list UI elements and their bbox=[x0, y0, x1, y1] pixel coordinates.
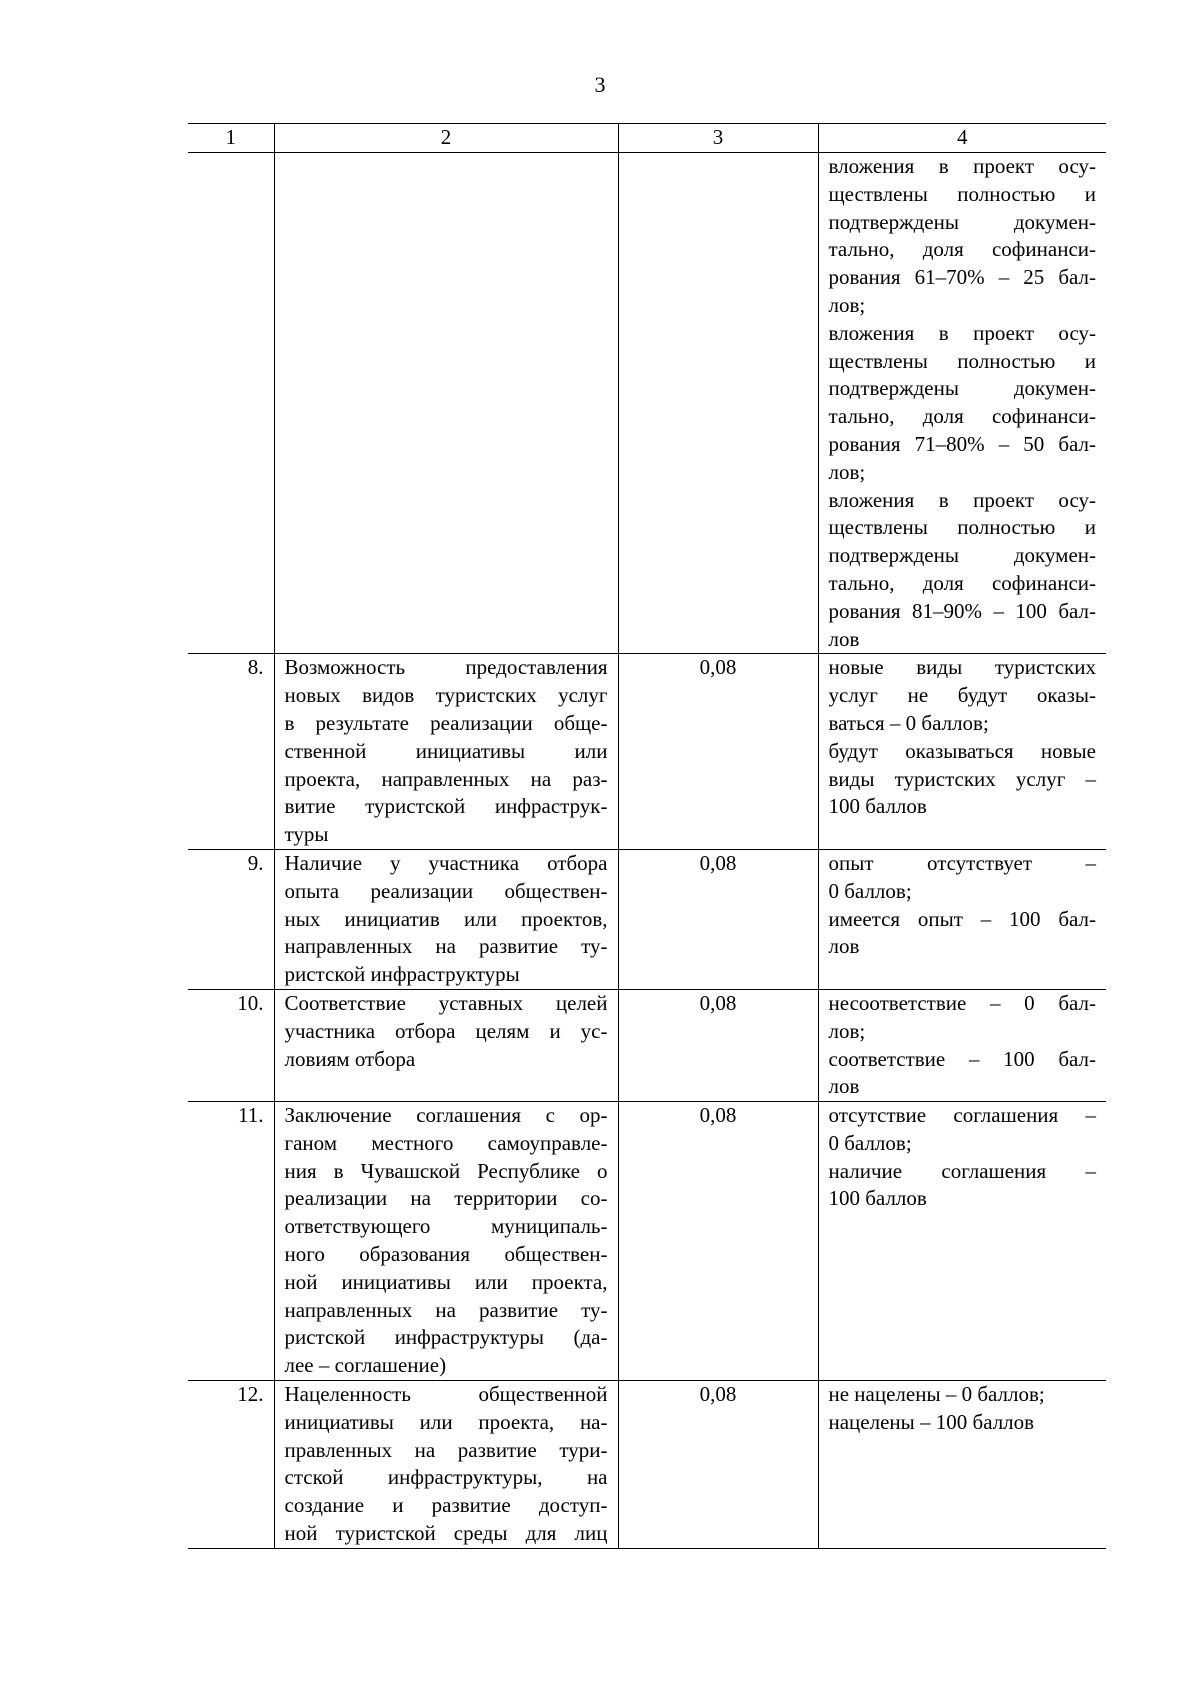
criterion-line: в результате реализации обще- bbox=[284, 710, 608, 735]
criterion-line: Нацеленность общественной bbox=[284, 1382, 608, 1407]
scale-line: тально, доля софинанси- bbox=[828, 404, 1096, 429]
criterion-line: новых видов туристских услуг bbox=[284, 683, 608, 708]
criterion-line: ния в Чувашской Республике о bbox=[284, 1158, 608, 1183]
criterion-line: создание и развитие доступ- bbox=[284, 1493, 608, 1518]
scale-cell bbox=[818, 1102, 1106, 1381]
table-row bbox=[188, 654, 1106, 850]
table-header-row bbox=[188, 124, 1106, 153]
scale-line: услуг не будут оказы- bbox=[828, 683, 1096, 708]
scale-cell bbox=[818, 654, 1106, 850]
criterion-cell bbox=[274, 849, 618, 989]
criterion-line: ганом местного самоуправле- bbox=[284, 1130, 608, 1155]
criterion-line: Возможность предоставления bbox=[284, 655, 608, 680]
criterion-line: туры bbox=[284, 822, 329, 847]
criterion-line: ристской инфраструктуры (да- bbox=[284, 1325, 608, 1350]
criterion-line: проекта, направленных на раз- bbox=[284, 766, 608, 791]
criterion-line: инициативы или проекта, на- bbox=[284, 1409, 608, 1434]
scale-line: имеется опыт – 100 бал- bbox=[828, 906, 1096, 931]
row-number: 12. bbox=[188, 1381, 274, 1549]
continuation-row bbox=[188, 153, 1106, 654]
column-header-number: 1 bbox=[188, 124, 274, 153]
row-number: 10. bbox=[188, 989, 274, 1101]
criterion-line: ной инициативы или проекта, bbox=[284, 1269, 608, 1294]
criterion-cell bbox=[274, 989, 618, 1101]
table-row bbox=[188, 849, 1106, 989]
scale-line: опыт отсутствует – bbox=[828, 850, 1096, 875]
continuation-criterion-cell bbox=[274, 153, 618, 654]
row-number: 9. bbox=[188, 849, 274, 989]
scale-line: ществлены полностью и bbox=[828, 348, 1096, 373]
scale-line: рования 61–70% – 25 бал- bbox=[828, 265, 1096, 290]
scale-line: тально, доля софинанси- bbox=[828, 570, 1096, 595]
scale-line: несоответствие – 0 бал- bbox=[828, 990, 1096, 1015]
scale-line: подтверждены докумен- bbox=[828, 543, 1096, 568]
criterion-line: направленных на развитие ту- bbox=[284, 1297, 608, 1322]
continuation-weight-cell bbox=[618, 153, 818, 654]
scale-line: соответствие – 100 бал- bbox=[828, 1046, 1096, 1071]
scale-line: рования 71–80% – 50 бал- bbox=[828, 431, 1096, 456]
scale-line: вложения в проект осу- bbox=[828, 154, 1096, 178]
scale-line: 100 баллов bbox=[828, 1186, 927, 1211]
column-header-weight: 3 bbox=[618, 124, 818, 153]
scale-line: вложения в проект осу- bbox=[828, 487, 1096, 512]
scale-line: лов; bbox=[828, 292, 866, 317]
scale-line: не нацелены – 0 баллов; bbox=[828, 1382, 1045, 1407]
continuation-number-cell bbox=[188, 153, 274, 654]
scale-line: ществлены полностью и bbox=[828, 181, 1096, 206]
criterion-line: витие туристской инфраструк- bbox=[284, 794, 608, 819]
weight-cell: 0,08 bbox=[618, 1102, 818, 1381]
scale-cell bbox=[818, 1381, 1106, 1549]
scale-cell bbox=[818, 849, 1106, 989]
criterion-line: ственной инициативы или bbox=[284, 738, 608, 763]
scale-line: вложения в проект осу- bbox=[828, 320, 1096, 345]
criterion-line: ловиям отбора bbox=[284, 1046, 416, 1071]
criterion-line: стской инфраструктуры, на bbox=[284, 1465, 608, 1490]
criterion-cell bbox=[274, 1102, 618, 1381]
criterion-line: опыта реализации обществен- bbox=[284, 878, 608, 903]
scale-line: будут оказываться новые bbox=[828, 738, 1096, 763]
criterion-line: правленных на развитие тури- bbox=[284, 1437, 608, 1462]
column-header-criterion: 2 bbox=[274, 124, 618, 153]
scale-line: нацелены – 100 баллов bbox=[828, 1409, 1035, 1434]
criterion-line: ристской инфраструктуры bbox=[284, 962, 520, 987]
scale-line: подтверждены докумен- bbox=[828, 209, 1096, 234]
criterion-line: Соответствие уставных целей bbox=[284, 990, 608, 1015]
row-number: 8. bbox=[188, 654, 274, 850]
scale-line: лов; bbox=[828, 1018, 866, 1043]
criterion-cell bbox=[274, 1381, 618, 1549]
criterion-line: ной туристской среды для лиц bbox=[284, 1521, 608, 1546]
scale-line: 0 баллов; bbox=[828, 878, 912, 903]
criterion-line: Наличие у участника отбора bbox=[284, 850, 608, 875]
scale-line: лов; bbox=[828, 459, 866, 484]
scale-line: лов bbox=[828, 626, 860, 651]
scale-line: новые виды туристских bbox=[828, 655, 1096, 680]
scale-line: ваться – 0 баллов; bbox=[828, 710, 989, 735]
column-header-scale: 4 bbox=[818, 124, 1106, 153]
criterion-line: реализации на территории со- bbox=[284, 1186, 608, 1211]
criteria-table bbox=[188, 123, 1106, 1549]
scale-line: рования 81–90% – 100 бал- bbox=[828, 598, 1096, 623]
weight-cell: 0,08 bbox=[618, 989, 818, 1101]
criterion-cell bbox=[274, 654, 618, 850]
scale-line: лов bbox=[828, 934, 860, 959]
scale-line: наличие соглашения – bbox=[828, 1158, 1096, 1183]
criterion-line: Заключение соглашения с ор- bbox=[284, 1103, 608, 1128]
scale-line: лов bbox=[828, 1074, 860, 1099]
scale-line: 100 баллов bbox=[828, 794, 927, 819]
criterion-line: ного образования обществен- bbox=[284, 1242, 608, 1267]
criterion-line: лее – соглашение) bbox=[284, 1353, 447, 1378]
weight-cell: 0,08 bbox=[618, 1381, 818, 1549]
table-row bbox=[188, 1102, 1106, 1381]
scale-line: 0 баллов; bbox=[828, 1130, 912, 1155]
scale-line: отсутствие соглашения – bbox=[828, 1103, 1096, 1128]
table-row bbox=[188, 1381, 1106, 1549]
criterion-line: направленных на развитие ту- bbox=[284, 934, 608, 959]
scale-line: подтверждены докумен- bbox=[828, 376, 1096, 401]
scale-cell bbox=[818, 989, 1106, 1101]
criterion-line: ных инициатив или проектов, bbox=[284, 906, 608, 931]
scale-line: ществлены полностью и bbox=[828, 515, 1096, 540]
scale-line: виды туристских услуг – bbox=[828, 766, 1096, 791]
page-number: 3 bbox=[594, 72, 606, 97]
continuation-scale-cell bbox=[818, 153, 1106, 654]
weight-cell: 0,08 bbox=[618, 849, 818, 989]
row-number: 11. bbox=[188, 1102, 274, 1381]
criterion-line: ответствующего муниципаль- bbox=[284, 1214, 608, 1239]
table-row bbox=[188, 989, 1106, 1101]
scale-line: тально, доля софинанси- bbox=[828, 237, 1096, 262]
weight-cell: 0,08 bbox=[618, 654, 818, 850]
criterion-line: участника отбора целям и ус- bbox=[284, 1018, 608, 1043]
